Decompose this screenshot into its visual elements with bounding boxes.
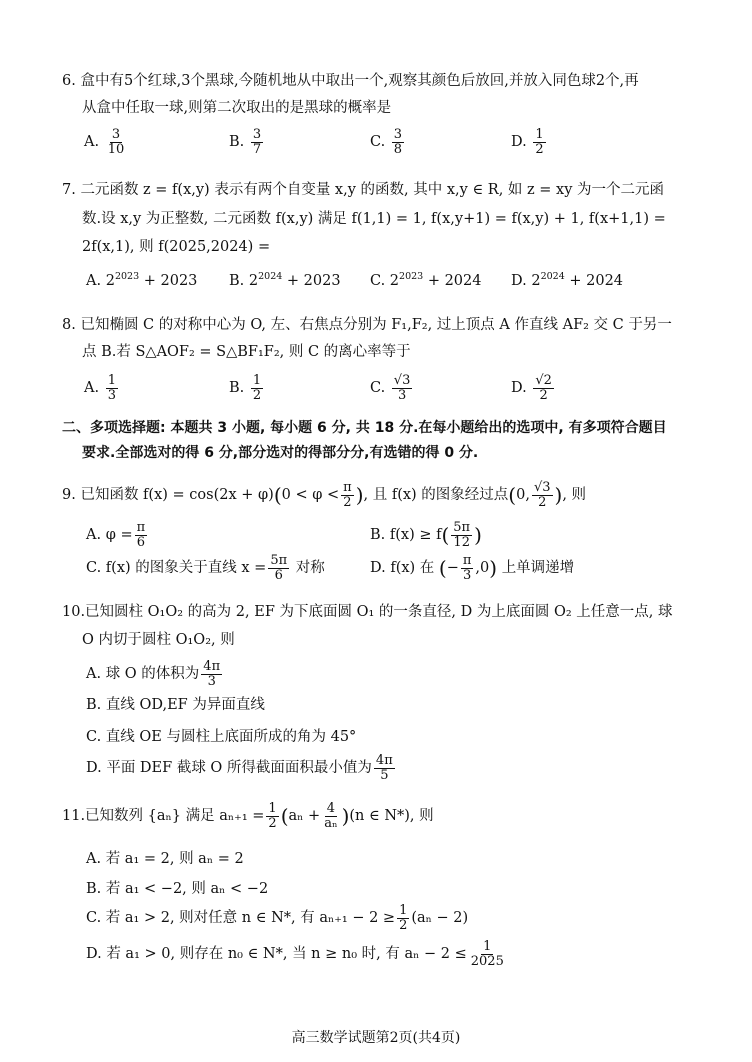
- q10-stem-line1: 10.已知圆柱 O₁O₂ 的高为 2, EF 为下底面圆 O₁ 的一条直径, D 为上底面圆 O₂ 上任意一点, 球: [62, 604, 673, 620]
- q11-option-b: B. 若 a₁ < −2, 则 aₙ < −2: [86, 881, 269, 897]
- q7-option-d: D. $2^{2024} + 2024$: [511, 271, 624, 289]
- q7-option-a: A. $2^{2023} + 2023$: [86, 271, 198, 289]
- section-two-heading-line1: 二、多项选择题: 本题共 3 小题, 每小题 6 分, 共 18 分.在每小题给出的选项中, 有多项符合题目: [62, 420, 667, 436]
- q7-stem-line3: 2f(x,1), 则 f(2025,2024) =: [82, 239, 271, 255]
- q6-option-a: A. $\frac{3}{10}$: [84, 127, 125, 157]
- q11-option-c: C. 若 a₁ > 2, 则对任意 n ∈ N*, 有 aₙ₊₁ − 2 ≥ $\frac{1}{2}$ (aₙ − 2): [86, 903, 469, 933]
- q7-stem-line2: 数.设 x,y 为正整数, 二元函数 f(x,y) 满足 f(1,1) = 1, f(x,y+1) = f(x,y) + 1, f(x+1,1) =: [82, 211, 666, 227]
- q8-stem-line2: 点 B.若 S△AOF₂ = S△BF₁F₂, 则 C 的离心率等于: [82, 344, 411, 360]
- q9-option-b: B. f(x) ≥ f( $\frac{5\pi}{12}$ ): [370, 520, 482, 550]
- q8-option-d: D. $\frac{√2}{2}$: [511, 373, 552, 403]
- q9-option-d: D. f(x) 在 (− $\frac{\pi}{3}$ ,0) 上单调递增: [370, 553, 575, 583]
- q10-option-b: B. 直线 OD,EF 为异面直线: [86, 697, 265, 713]
- q7-stem-line1: 7. 二元函数 z = f(x,y) 表示有两个自变量 x,y 的函数, 其中 x,y ∈ R, 如 z = xy 为一个二元函: [62, 182, 665, 198]
- q8-option-a: A. $\frac{1}{3}$: [84, 373, 116, 403]
- q7-option-c: C. $2^{2023} + 2024$: [370, 271, 482, 289]
- q8-option-b: B. $\frac{1}{2}$: [229, 373, 262, 403]
- section-two-heading-line2: 要求.全部选对的得 6 分,部分选对的得部分分,有选错的得 0 分.: [82, 445, 479, 461]
- page-footer: 高三数学试题第2页(共4页): [291, 1030, 461, 1046]
- q11-option-a: A. 若 a₁ = 2, 则 aₙ = 2: [86, 851, 244, 867]
- q11-stem: 11.已知数列 {aₙ} 满足 aₙ₊₁ = $\frac{1}{2}$ (aₙ + $\frac{4}{\text{aₙ}}$ )(n ∈ N*), 则: [62, 801, 434, 831]
- q10-option-a: A. 球 O 的体积为 $\frac{4\pi}{3}$: [86, 659, 221, 689]
- q8-stem-line1: 8. 已知椭圆 C 的对称中心为 O, 左、右焦点分别为 F₁,F₂, 过上顶点 A 作直线 AF₂ 交 C 于另一: [62, 317, 672, 333]
- q10-option-d: D. 平面 DEF 截球 O 所得截面面积最小值为 $\frac{4\pi}{5}$: [86, 753, 393, 783]
- q6-option-d: D. $\frac{1}{2}$: [511, 127, 544, 157]
- q7-option-b: B. $2^{2024} + 2023$: [229, 271, 341, 289]
- q8-option-c: C. $\frac{√3}{3}$: [370, 373, 411, 403]
- q6-stem-line1: 6. 盒中有5个红球,3个黑球,今随机地从中取出一个,观察其颜色后放回,并放入同色球2个,再: [62, 73, 639, 89]
- q10-stem-line2: O 内切于圆柱 O₁O₂, 则: [82, 632, 235, 648]
- q9-option-a: A. φ = $\frac{\pi}{6}$: [86, 520, 146, 550]
- q6-stem-line2: 从盒中任取一球,则第二次取出的是黑球的概率是: [82, 100, 392, 116]
- q6-option-c: C. $\frac{3}{8}$: [370, 127, 403, 157]
- q9-stem: 9. 已知函数 f(x) = cos(2x + φ)(0 < φ < $\frac{\pi}{2}$ ), 且 f(x) 的图象经过点(0, $\frac{√3}{2}$ ), 则: [62, 480, 587, 510]
- q6-option-b: B. $\frac{3}{7}$: [229, 127, 262, 157]
- q10-option-c: C. 直线 OE 与圆柱上底面所成的角为 45°: [86, 729, 357, 745]
- q11-option-d: D. 若 a₁ > 0, 则存在 n₀ ∈ N*, 当 n ≥ n₀ 时, 有 aₙ − 2 ≤ $\frac{1}{2025}$: [86, 939, 504, 969]
- q9-option-c: C. f(x) 的图象关于直线 x = $\frac{5\pi}{6}$ 对称: [86, 553, 325, 583]
